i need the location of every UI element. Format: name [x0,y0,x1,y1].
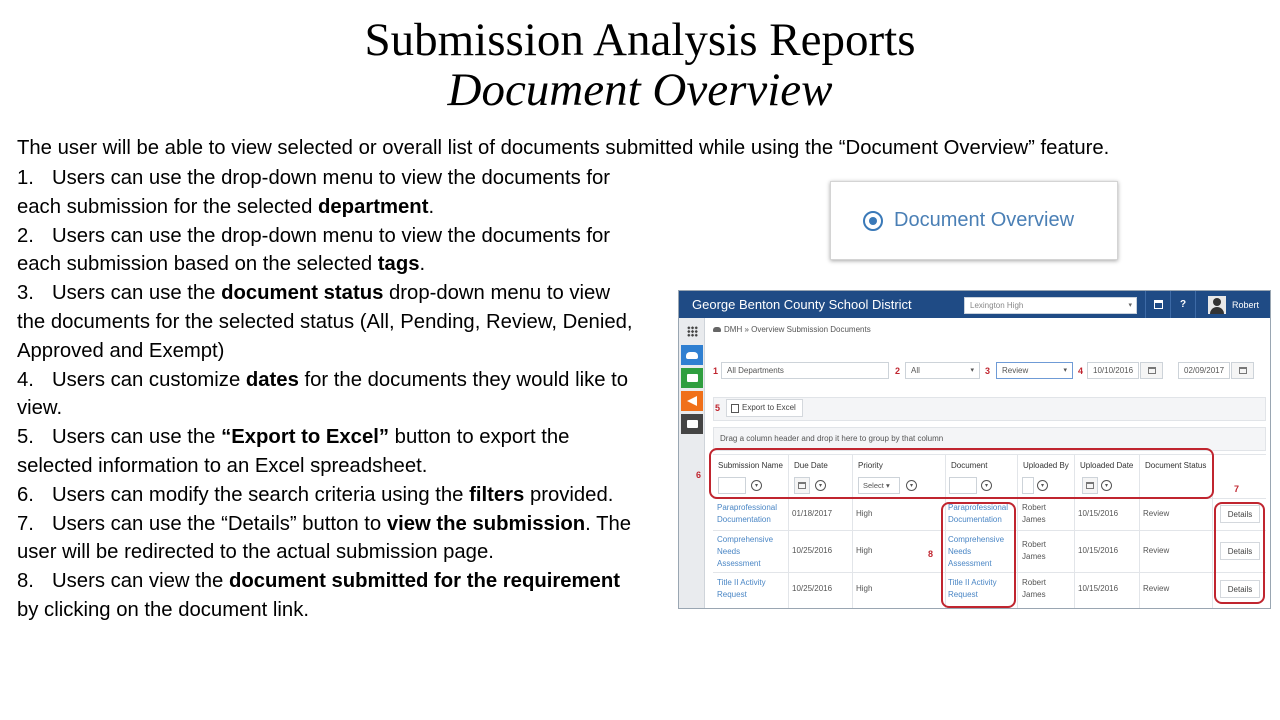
table-cell-due-date: 01/18/2017 [792,509,833,518]
column-header-document-status[interactable]: Document Status [1145,461,1207,470]
megaphone-icon [687,396,697,406]
filter-icon[interactable]: ▾ [1037,480,1048,491]
sidebar-item-announcements[interactable] [681,391,703,411]
callout-number: 7 [1234,484,1240,494]
table-cell-status: Review [1143,584,1170,593]
callout-number: 2 [895,366,901,376]
chevron-down-icon: ▾ [1128,302,1132,309]
step-item: 1. Users can use the drop-down menu to view the documents for each submission for the selected department. [17,167,611,218]
calendar-button[interactable] [1145,291,1170,318]
help-button[interactable]: ? [1170,291,1195,318]
table-cell-priority: High [856,509,873,518]
table-cell-status: Review [1143,546,1170,555]
excel-icon [731,404,739,413]
filter-icon[interactable]: ▾ [1101,480,1112,491]
step-item: 7. Users can use the “Details” button to view the submission. The user will be redirected to the actual submission page. [17,512,632,564]
sidebar-item-upload[interactable] [681,345,703,365]
document-overview-label: Document Overview [894,209,1075,231]
column-header-priority[interactable]: Priority [858,461,883,470]
filters-highlight [709,448,1214,499]
table-cell-submission-name[interactable]: Comprehensive Needs Assessment [717,535,774,568]
details-button[interactable]: Details [1220,580,1260,598]
document-link[interactable]: Title II Activity Request [948,578,997,599]
table-cell-uploaded-date: 10/15/2016 [1078,509,1119,518]
step-item: 2. Users can use the drop-down menu to view the documents for each submission based on the selected tags. [17,224,611,276]
table-cell-uploaded-by: Robert James [1022,540,1047,561]
step-item: 6. Users can modify the search criteria using the filters provided. [17,483,614,506]
table-cell-uploaded-by: Robert James [1022,578,1047,599]
step-item: 8. Users can view the document submitted for the requirement by clicking on the document link. [17,570,620,621]
radio-selected-icon [863,211,883,231]
breadcrumb: DMH » Overview Submission Documents [713,325,871,334]
table-cell-uploaded-by: Robert James [1022,503,1047,524]
slide-subtitle: Document Overview [447,64,833,116]
filter-icon[interactable]: ▾ [751,480,762,491]
filter-icon[interactable]: ▾ [815,480,826,491]
tags-select[interactable]: All ▾ [905,362,980,379]
table-cell-due-date: 10/25/2016 [792,584,833,593]
apps-grid-button[interactable] [681,321,703,341]
sidebar [679,318,705,609]
priority-filter-select[interactable]: Select ▾ [858,477,900,494]
school-select[interactable]: Lexington High ▾ [964,297,1137,314]
column-header-document[interactable]: Document [951,461,988,470]
avatar [1208,296,1226,314]
document-link[interactable]: Comprehensive Needs Assessment [948,535,1005,568]
table-cell-priority: High [856,546,873,555]
app-screenshot [678,290,1271,609]
date-to-picker[interactable] [1231,362,1254,379]
table-cell-submission-name[interactable]: Title II Activity Request [717,578,766,599]
column-header-submission-name[interactable]: Submission Name [718,461,783,470]
department-select[interactable]: All Departments [721,362,889,379]
callout-number: 8 [928,549,934,559]
column-header-due-date[interactable]: Due Date [794,461,828,470]
callout-number: 3 [985,366,991,376]
steps-list [17,164,642,625]
table-cell-uploaded-date: 10/15/2016 [1078,584,1119,593]
document-link[interactable]: Paraprofessional Documentation [948,503,1009,524]
group-by-bar[interactable]: Drag a column header and drop it here to group by that column [713,427,1266,451]
table-cell-status: Review [1143,509,1170,518]
column-header-uploaded-by[interactable]: Uploaded By [1023,461,1069,470]
calendar-icon [1148,367,1156,374]
callout-number: 4 [1078,366,1084,376]
document-status-select[interactable]: Review ▾ [996,362,1073,379]
intro-text: The user will be able to view selected or overall list of documents submitted while using the “Document Overview” feature. [17,137,1110,159]
callout-number: 1 [713,366,719,376]
column-header-uploaded-date[interactable]: Uploaded Date [1080,461,1134,470]
details-button[interactable]: Details [1220,542,1260,560]
sidebar-item-folder[interactable] [681,368,703,388]
table-cell-due-date: 10/25/2016 [792,546,833,555]
step-item: 3. Users can use the document status drop-down menu to view the documents for the selected status (All, Pending, Review, Denied, Approved and Exempt) [17,282,633,362]
callout-number: 5 [715,403,721,413]
calendar-icon [1154,300,1163,309]
folder-icon [687,374,698,382]
table-cell-priority: High [856,584,873,593]
details-button[interactable]: Details [1220,505,1260,523]
calendar-icon [1239,367,1247,374]
user-menu[interactable] [1195,291,1271,318]
user-name: Robert [1232,299,1260,310]
cloud-icon [686,352,698,359]
date-from-input[interactable]: 10/10/2016 [1087,362,1139,379]
table-cell-uploaded-date: 10/15/2016 [1078,546,1119,555]
chevron-down-icon: ▾ [1063,367,1067,374]
document-overview-button[interactable] [830,181,1118,260]
date-to-input[interactable]: 02/09/2017 [1178,362,1230,379]
chevron-down-icon: ▾ [970,367,974,374]
table-cell-submission-name[interactable]: Paraprofessional Documentation [717,503,778,524]
export-to-excel-button[interactable]: Export to Excel [726,399,803,417]
app-topbar [679,291,1271,318]
filter-icon[interactable]: ▾ [906,480,917,491]
cloud-icon [713,327,721,332]
mail-icon [687,420,698,428]
district-name: George Benton County School District [692,297,912,312]
step-item: 4. Users can customize dates for the documents they would like to view. [17,368,629,420]
date-from-picker[interactable] [1140,362,1163,379]
callout-number: 6 [696,470,702,480]
step-item: 5. Users can use the “Export to Excel” button to export the selected information to an Excel spreadsheet. [17,426,570,477]
grid-icon [687,326,698,337]
filter-icon[interactable]: ▾ [981,480,992,491]
sidebar-item-mail[interactable] [681,414,703,434]
slide-title: Submission Analysis Reports [364,14,916,66]
